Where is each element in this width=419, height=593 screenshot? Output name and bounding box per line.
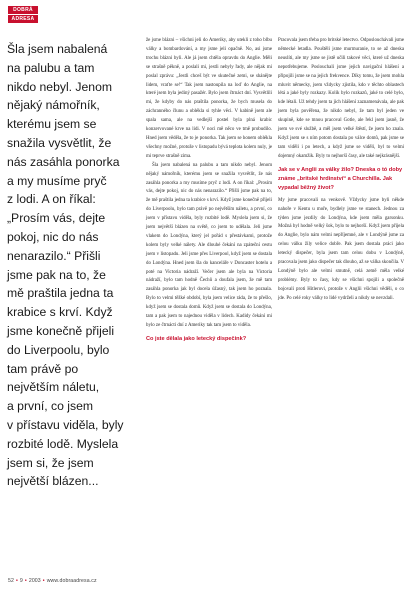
article-paragraph: že jsme blázni – všichni jeli do Ameriky, aby utekli z toho blbu války a bombardování, a my jsme jeli opačně. No, asi jsme trochu blázni byli. Ale já jsem chtěla opravdu do Anglie. Měli se strašně pěkně, a poslali mi, jestli nebyly řady, ale nějak mi poslal zprávu: „Jestli chceš být ve skutečné zemi, se shánějte lidem, vraťte se!“ Tak jsem nastoupila na loď do Anglie, na které jsem byla jediný pasažér. Bylo jsem čtrnáct dní. Vysvětlili mi, že kdyby do nás praštila ponorka, že bych musela do záchranného člunu a oblékla si tyhle věci. V kabině jsem ale spala sama, ale na vedlejší postel byla plná krabic konzervované krve na lidi. V noci mě něco ve tmě probudilo. Hned jsem věděla, že to je ponorka. Tak jsem se honem oblékla všechny možné, protože v listopadu bývá teplota kolem nuly, je mi teprve strašně zima. bbox=[146, 38, 272, 159]
pull-quote-line: „Prosím vás, dejte bbox=[7, 211, 106, 226]
pull-quote-line: jsme pak na to, že bbox=[7, 267, 106, 282]
pull-quote-line: největší blázen... bbox=[7, 474, 99, 489]
pull-quote-line: tam právě po bbox=[7, 361, 79, 376]
pull-quote-line: nás zasáhla ponorka bbox=[7, 154, 120, 169]
article-column-right bbox=[278, 37, 404, 304]
article-paragraph: My jsme pracovali na venkově. Vždycky jsme byli někde nahoře v Kentu u moře, bydlely jsme ve stanech. Jednou za týden jsme jezdily do Londýna, kde jsem měla garsonku. Možná byl hodně velký šok, bylo to nejhorší. Když jsem přijela do Anglie, bylo nám velmi nepříjemné, ale v Londýně jsme za celou válku žily velice dobře. Pak jsem dostala práci jako letecký dispečer, byla jsem tam celou dobu v Londýně, pracovala jsem jako dispečer tak dlouho, až se válka skončila. V Londýně bylo ale velmi smutně, celá země měla velké problémy. Byly to časy, kdy se všichni spojili a společně bojovali proti Hitlerovi, protože v Anglii všichni věděli, o co jde. Po celé roky války to lidé vydrželi a nikdy se nevzdali. bbox=[278, 197, 404, 301]
pull-quote-line: jsme konečně přijeli bbox=[7, 323, 115, 338]
pull-quote-line: nenarazilo.“ Přišli bbox=[7, 248, 101, 263]
pull-quote-line: největším náletu, bbox=[7, 380, 100, 395]
website-url: www.dobraadresa.cz bbox=[46, 578, 97, 584]
pull-quote-line: kterému jsem se bbox=[7, 117, 97, 132]
logo-line-2: ADRESA bbox=[8, 15, 38, 23]
pull-quote-line: do Liverpoolu, bylo bbox=[7, 342, 110, 357]
pull-quote-line: pokoj, nic do nás bbox=[7, 229, 99, 244]
interview-question: Jak se v Anglii za války žilo? Dneska o tó doby známe „britské hrdinství“ a Churchilla. Jak vypadal běžný život? bbox=[278, 166, 403, 191]
issue-number: 9 bbox=[19, 578, 23, 584]
pull-quote-line: snažila vysvětlit, že bbox=[7, 135, 112, 150]
pull-quote-line: nikdo nebyl. Jenom bbox=[7, 79, 113, 94]
pull-quote-line: Šla jsem nabalená bbox=[7, 42, 108, 56]
pull-quote-line: z lodi. A on říkal: bbox=[7, 192, 96, 207]
pull-quote-line: nějaký námořník, bbox=[7, 98, 100, 113]
article-paragraph: Šla jsem nabalená na palubu a tam nikdo nebyl. Jenom nějaký námořník, kterému jsem se snažila vysvětlit, že nás zasáhla ponorka a my musíme pryč z lodi. A on říkal: „Prosím vás, dejte pokoj, nic do nás nenarazilo.“ Přišli jsme pak na to, že mě praštila jedna ta krabice s krví. Když jsme konečně přijeli do Liverpoolu, bylo tam právě po největším náletu, a první, co jsem v přístavu viděla, byly rozbité lodě. Myslela jsem si, že jsem největší blázen na světě, co jsem to udělala. Jeli jsme vlakem do Londýna, který jel pořád s přestávkami, protože kolem byly velké nálety. Ale dlouhé čekání na zpáteční cestu jsem v listopadu. Jeli jsme přes Liverpool, když jsem se dostala do Londýna. Hned jsem šla do kanceláře v Doncaster hotelu a poté na Victoria nádraží. Večer jsem ale byla na Victoria nádraží, bylo tam hodně Čechů a doufala jsem, že mě tam zasáhla ponorka jak byl docela úžasný, tak jsem ho poznala. Bylo to velmi těžké období, byla jsem velice ráda, že to přešlo, když jsem se dostala domů. Když jsem se dostala do Londýna, tam a pak jsem to najednou viděla v lidech. Kadidy čekání mi bylo ze čtrnácti dní z Ameriky tak tam jsem to viděla. bbox=[146, 162, 272, 328]
page-footer: 52 • 9 • 2003 • www.dobraadresa.cz bbox=[8, 578, 97, 584]
pull-quote-line: jsem si, že jsem bbox=[7, 455, 94, 470]
article-paragraph: Pracovala jsem třeba pro britské letectvo. Odposlouchávali jsme německé letadla. Pouštěli jsme murmuranie, to se až dneska neuslíti, ale my jsme se jistě učili takové věci, které už dneska nepotřebujeme. Poslouchali jsme jejich navigační hlášení a připojili jsme se na jejich frekvence. Díky tomu, že jsem mohla mluvit německy, jsem vždycky zjistila, kdo v těchto oblastech létá a jaké byly rozkazy. Kolik bylo rozkazů, jaké to celé bylo, kde létali. Už tehdy jsem ta jich hlášení zaznamenávala, ale pak jsem byla pověřena, že nikdo nebyl, že tam byl jeden ve skupině, kde se mnou pracoval Gotle, ale řekl jsem jasně, že jsem ve své službě, a měl jsem velké štěstí, že jsem ho znala. Když jsem se s ním potom dostala po válce domů, pak jsme se tam viděli i po letech, a když jsme se viděli, byl to velmi dojemný okamžik. Byly to nejhorší časy, ale také nejkrásnější. bbox=[278, 38, 404, 159]
pull-quote-line: a první, co jsem bbox=[7, 399, 94, 414]
pull-quote-line: na palubu a tam bbox=[7, 60, 95, 75]
page-number: 52 bbox=[8, 578, 14, 584]
pull-quote-line: mě praštila jedna ta bbox=[7, 286, 114, 301]
pull-quote-line: rozbité lodě. Myslela bbox=[7, 436, 119, 451]
pull-quote-line: v přístavu viděla, byly bbox=[7, 417, 124, 432]
issue-year: 2003 bbox=[28, 578, 41, 584]
pull-quote-line: a my musíme pryč bbox=[7, 173, 107, 188]
logo-line-1: DOBRÁ bbox=[8, 6, 38, 14]
article-column-middle bbox=[146, 37, 272, 348]
magazine-logo bbox=[8, 6, 38, 23]
pull-quote bbox=[7, 40, 132, 491]
pull-quote-line: krabice s krví. Když bbox=[7, 305, 113, 320]
interview-question: Co jste dělala jako letecký dispečink? bbox=[146, 335, 247, 342]
